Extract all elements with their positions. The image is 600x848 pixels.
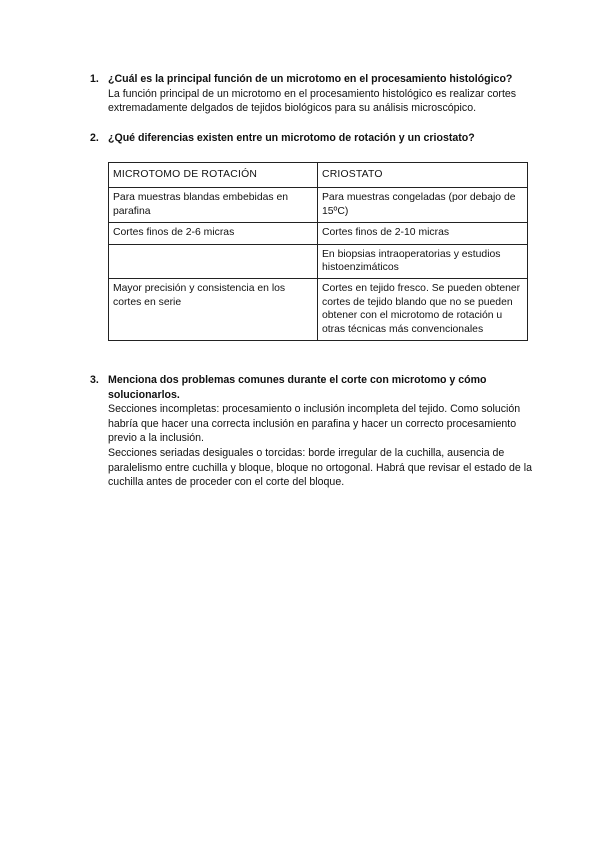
table-cell bbox=[109, 244, 318, 279]
table-cell: Para muestras blandas embebidas en parafina bbox=[109, 188, 318, 223]
question-number: 3. bbox=[90, 374, 99, 386]
answer-paragraph: Secciones seriadas desiguales o torcidas: borde irregular de la cuchilla, ausencia de paralelismo entre cuchilla y bloque, bloque no ortogonal. Habrá que revisar el estado de la cuchilla antes de proceder con el corte del bloque. bbox=[108, 446, 533, 489]
question-1 bbox=[90, 72, 535, 116]
table-row bbox=[109, 188, 528, 223]
table-row bbox=[109, 244, 528, 279]
table-row bbox=[109, 223, 528, 244]
comparison-table bbox=[108, 162, 528, 341]
table-header-row bbox=[109, 163, 528, 188]
table-row bbox=[109, 279, 528, 341]
table-cell: Cortes en tejido fresco. Se pueden obtener cortes de tejido blando que no se pueden obtener con el microtomo de rotación u otras técnicas más convencionales bbox=[318, 279, 528, 341]
question-title: ¿Qué diferencias existen entre un microtomo de rotación y un criostato? bbox=[108, 132, 475, 144]
table-header-cell: MICROTOMO DE ROTACIÓN bbox=[109, 163, 318, 188]
question-title: Menciona dos problemas comunes durante el corte con microtomo y cómo solucionarlos. bbox=[108, 374, 487, 401]
question-number: 2. bbox=[90, 132, 99, 144]
answer-paragraph: Secciones incompletas: procesamiento o inclusión incompleta del tejido. Como solución habría que hacer una correcta inclusión en parafina y hacer un correcto procesamiento previo a la inclusión. bbox=[108, 403, 521, 445]
table-header-cell: CRIOSTATO bbox=[318, 163, 528, 188]
table-cell: Mayor precisión y consistencia en los cortes en serie bbox=[109, 279, 318, 341]
question-title: ¿Cuál es la principal función de un microtomo en el procesamiento histológico? bbox=[108, 73, 513, 85]
question-3 bbox=[90, 373, 535, 490]
table-cell: Para muestras congeladas (por debajo de 15ºC) bbox=[318, 188, 528, 223]
table-cell: En biopsias intraoperatorias y estudios histoenzimáticos bbox=[318, 244, 528, 279]
question-answer: La función principal de un microtomo en el procesamiento histológico es realizar cortes extremadamente delgados de tejidos biológicos para su análisis microscópico. bbox=[108, 87, 517, 115]
table-cell: Cortes finos de 2-6 micras bbox=[109, 223, 318, 244]
question-number: 1. bbox=[90, 73, 99, 85]
question-2 bbox=[90, 131, 535, 146]
table-cell: Cortes finos de 2-10 micras bbox=[318, 223, 528, 244]
